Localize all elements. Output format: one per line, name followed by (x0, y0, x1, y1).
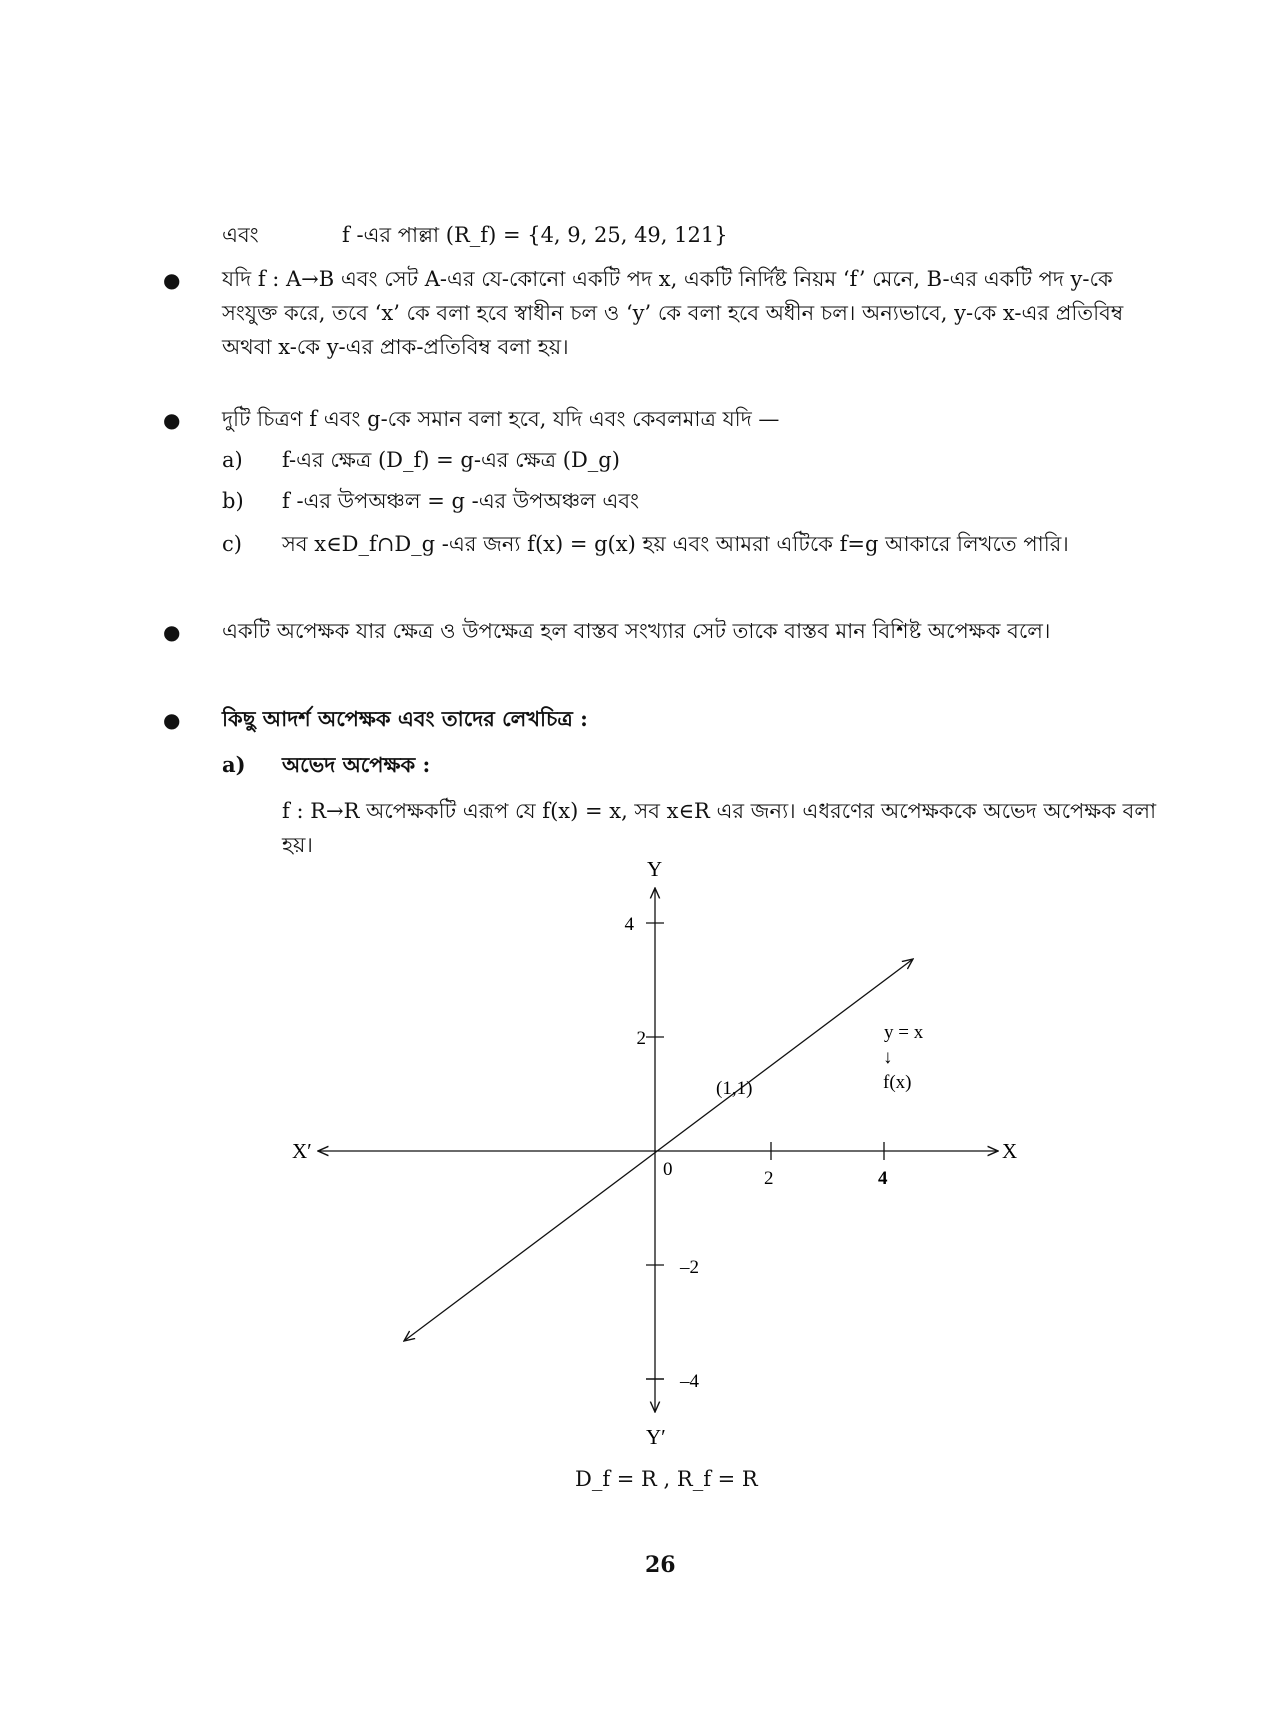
bullet1-line1: যদি f : A→B এবং সেট A-এর যে-কোনো একটি পদ x, একটি নির্দিষ্ট নিয়ম ‘f’ মেনে, B-এর একটি পদ y-কে (222, 267, 1113, 291)
y-tick-label-2: 2 (636, 1028, 646, 1049)
down-arrow-icon: ↓ (883, 1047, 893, 1068)
bullet-marker: ● (163, 408, 181, 432)
page-number: 26 (645, 1552, 676, 1578)
identity-definition-line2: হয়। (282, 833, 313, 857)
item-a-label: a) (222, 448, 243, 472)
item-b-text: f -এর উপঅঞ্চল = g -এর উপঅঞ্চল এবং (282, 489, 640, 513)
range-lead: এবং (222, 223, 259, 247)
bullet-marker: ● (163, 268, 181, 292)
point-label: (1,1) (716, 1078, 753, 1099)
subsection-label: a) (222, 752, 246, 777)
identity-definition-line1: f : R→R অপেক্ষকটি এরূপ যে f(x) = x, সব x∈R এর জন্য। এধরণের অপেক্ষককে অভেদ অপেক্ষক বলা (282, 799, 1157, 823)
identity-function-heading: অভেদ অপেক্ষক : (282, 752, 431, 777)
bullet-marker: ● (163, 620, 181, 644)
y-neg-axis-label: Y′ (646, 1425, 666, 1449)
item-c-label: c) (222, 532, 242, 556)
x-axis-label: X (1002, 1139, 1018, 1163)
item-b-label: b) (222, 489, 244, 513)
x-neg-axis-label: X′ (292, 1139, 312, 1163)
item-a-text: f-এর ক্ষেত্র (D_f) = g-এর ক্ষেত্র (D_g) (282, 448, 620, 472)
bullet3-line1: একটি অপেক্ষক যার ক্ষেত্র ও উপক্ষেত্র হল বাস্তব সংখ্যার সেট তাকে বাস্তব মান বিশিষ্ট অপেক্ষক বলে। (222, 619, 1051, 643)
graph-caption: D_f = R , R_f = R (575, 1467, 758, 1491)
bullet2-line1: দুটি চিত্রণ f এবং g-কে সমান বলা হবে, যদি এবং কেবলমাত্র যদি — (222, 407, 780, 431)
line-equation-label: y = x (884, 1022, 924, 1043)
y-tick-label-minus-2: –2 (680, 1257, 699, 1278)
x-tick-label-4: 4 (878, 1168, 888, 1189)
y-axis-label: Y (647, 857, 663, 881)
origin-label: 0 (663, 1159, 673, 1180)
x-tick-label-2: 2 (764, 1168, 774, 1189)
item-c-text: সব x∈D_f∩D_g -এর জন্য f(x) = g(x) হয় এবং আমরা এটিকে f=g আকারে লিখতে পারি। (282, 532, 1069, 556)
bullet-marker: ● (163, 708, 181, 732)
identity-line (404, 959, 913, 1341)
function-label: f(x) (883, 1072, 912, 1093)
range-statement: f -এর পাল্লা (R_f) = {4, 9, 25, 49, 121} (342, 223, 728, 247)
y-tick-label-minus-4: –4 (680, 1371, 699, 1392)
y-tick-label-4: 4 (624, 914, 634, 935)
bullet1-line3: অথবা x-কে y-এর প্রাক-প্রতিবিম্ব বলা হয়। (222, 335, 569, 359)
bullet1-line2: সংযুক্ত করে, তবে ‘x’ কে বলা হবে স্বাধীন চল ও ‘y’ কে বলা হবে অধীন চল। অন্যভাবে, y-কে x-এর প্রতিবিম্ব (222, 301, 1124, 325)
standard-functions-heading: কিছু আদর্শ অপেক্ষক এবং তাদের লেখচিত্র : (222, 706, 588, 731)
